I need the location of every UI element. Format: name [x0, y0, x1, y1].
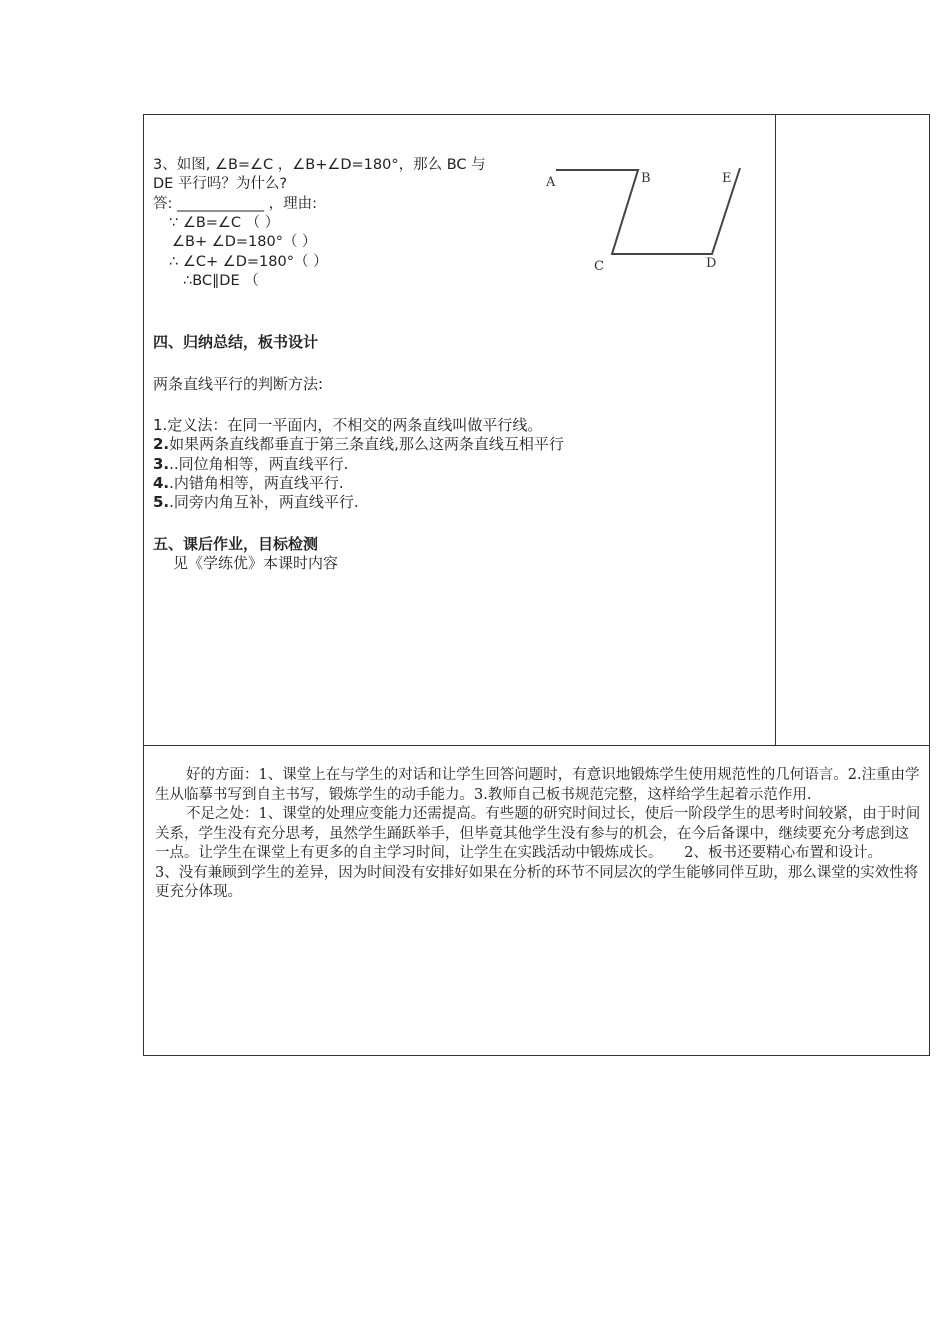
method-item-1	[153, 416, 542, 434]
section5-text: 见《学练优》本课时内容	[173, 554, 339, 572]
answer-prefix: 答:	[153, 196, 173, 212]
proof-step-2: ∠B+ ∠D=180°（ ）	[172, 234, 317, 250]
reflection-good: 好的方面：1、课堂上在与学生的对话和让学生回答问题时，有意识地锻炼学生使用规范性的几何语言。2.注重由学生从临摹书写到自主书写，锻炼学生的动手能力。3.教师自己板书规范完整，这样给学生起着示范作用.	[155, 767, 920, 803]
method-text-3: ..同位角相等，两直线平行.	[169, 455, 349, 473]
answer-blank: ____________	[177, 196, 264, 212]
section4-intro: 两条直线平行的判断方法:	[153, 375, 324, 393]
question-line-1: 3、如图, ∠B=∠C ，∠B+∠D=180°，那么 BC 与	[153, 157, 486, 173]
question-line-2: DE 平行吗？为什么?	[153, 176, 288, 192]
proof-step-4: ∴BC∥DE （	[183, 273, 259, 289]
reflection-text	[155, 766, 921, 903]
label-b: B	[641, 171, 651, 186]
section5-heading: 五、课后作业，目标检测	[153, 535, 319, 553]
proof-step-3: ∴ ∠C+ ∠D=180°（ ）	[169, 254, 328, 270]
label-a: A	[546, 175, 556, 190]
section4-heading: 四、归纳总结，板书设计	[153, 333, 319, 351]
method-item-5	[153, 493, 359, 511]
side-cell	[775, 114, 930, 746]
method-num-4: 4.	[153, 474, 170, 492]
label-e: E	[722, 171, 732, 186]
answer-suffix: ，理由:	[268, 196, 317, 212]
label-d: D	[706, 256, 717, 271]
method-text-5: .同旁内角互补，两直线平行.	[169, 493, 359, 511]
method-text-2: 如果两条直线都垂直于第三条直线,那么这两条直线互相平行	[169, 435, 564, 453]
method-num-3: 3.	[153, 455, 170, 473]
geometry-figure	[540, 160, 760, 280]
method-item-4	[153, 474, 344, 492]
method-item-2	[153, 435, 564, 453]
method-text-1: 定义法：在同一平面内，不相交的两条直线叫做平行线。	[167, 416, 543, 434]
reflection-weak: 不足之处：1、课堂的处理应变能力还需提高。有些题的研究时间过长，使后一阶段学生的思考时间较紧，由于时间关系，学生没有充分思考，虽然学生踊跃举手，但毕竟其他学生没有参与的机会，在今后备课中，继续要充分考虑到这一点。让学生在课堂上有更多的自主学习时间，让学生在实践活动中锻炼成长。 2、板书还要精心布置和设计。 3、没有兼顾到学生的差异，因为时间没有安排好如果在分析的环节不同层次的学生能够同伴互助，那么课堂的实效性将更充分体现。	[155, 806, 921, 900]
label-c: C	[594, 259, 604, 274]
method-num-5: 5.	[153, 493, 170, 511]
answer-line	[153, 195, 317, 213]
method-text-4: .内错角相等，两直线平行.	[169, 474, 344, 492]
proof-step-1: ∵ ∠B=∠C （ ）	[169, 215, 280, 231]
method-item-3	[153, 455, 348, 473]
method-num-2: 2.	[153, 435, 170, 453]
method-num-1: 1.	[153, 416, 168, 434]
